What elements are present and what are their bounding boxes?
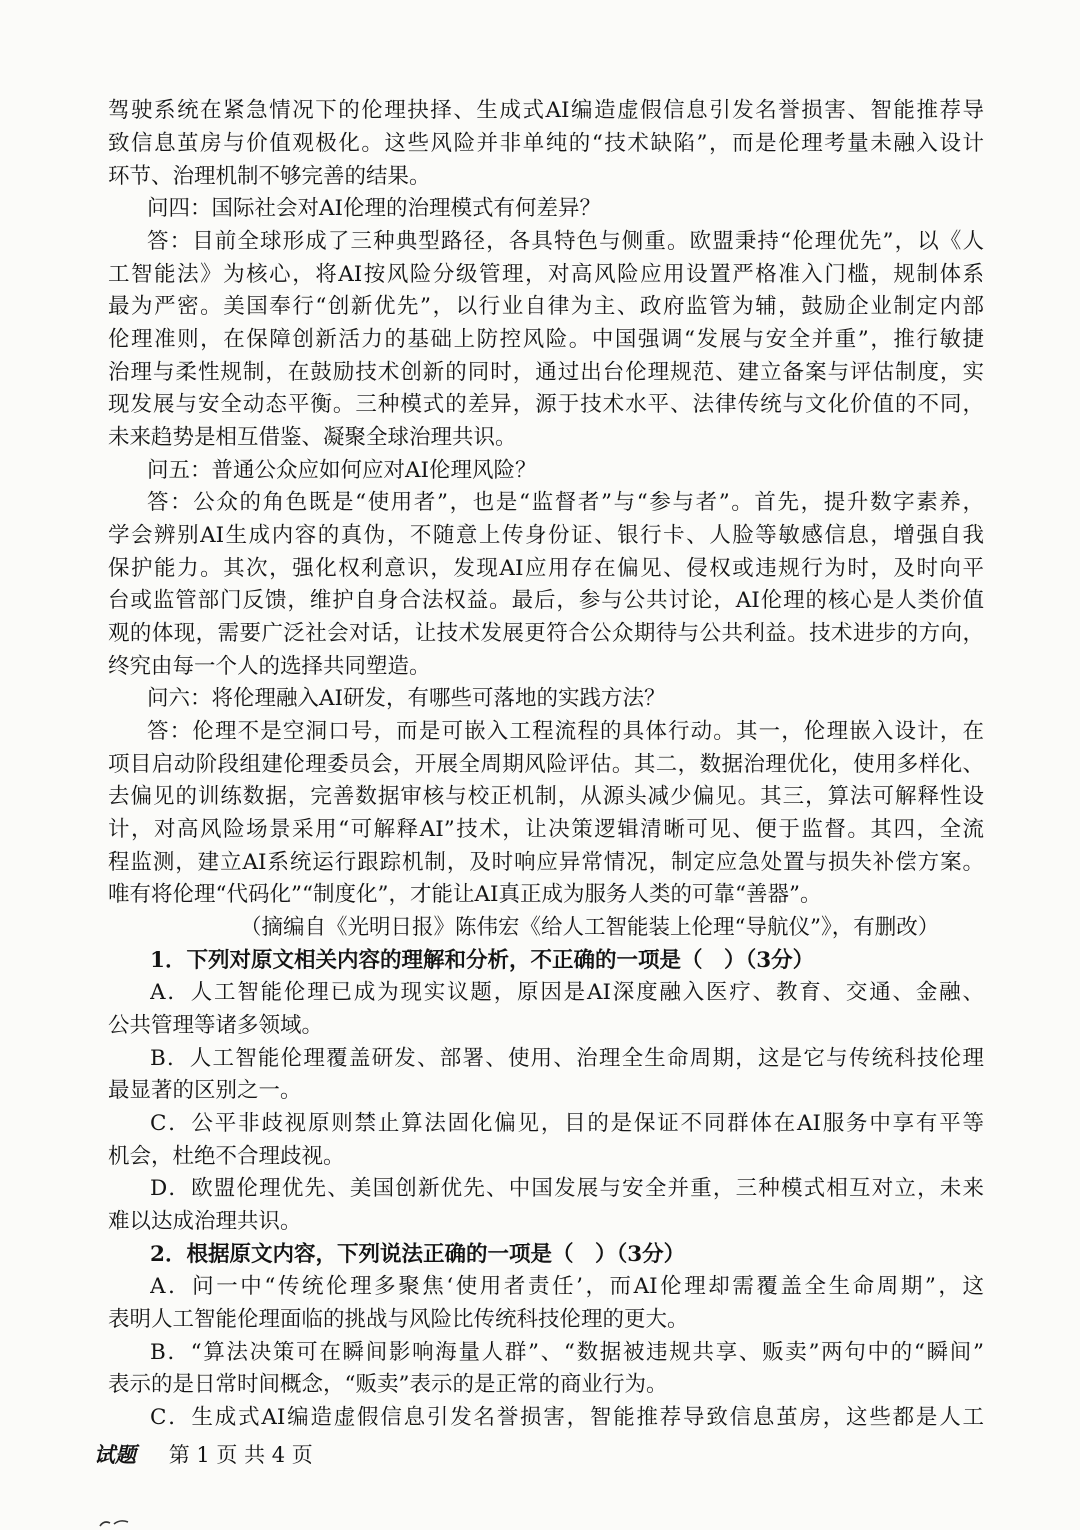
pen-mark-icon xyxy=(98,1517,138,1529)
page-number: 第 1 页 共 4 页 xyxy=(168,1443,313,1467)
question-heading: 问六：将伦理融入AI研发，有哪些可落地的实践方法？ xyxy=(147,686,666,711)
page-footer xyxy=(94,1440,313,1470)
text-line: 伦理准则，在保障创新活力的基础上防控风险。中国强调“发展与安全并重”，推行敏捷 xyxy=(108,327,984,352)
question-1: 1．下列对原文相关内容的理解和分析，不正确的一项是（ ）（3分） xyxy=(150,948,815,973)
option-2a: A．问一中“传统伦理多聚焦‘使用者责任’，而AI伦理却需覆盖全生命周期”，这 xyxy=(150,1274,984,1299)
option-1d: D．欧盟伦理优先、美国创新优先、中国发展与安全并重，三种模式相互对立，未来 xyxy=(150,1176,984,1201)
text-line: 最显著的区别之一。 xyxy=(108,1078,302,1103)
text-line: 难以达成治理共识。 xyxy=(108,1209,302,1234)
text-line: 环节、治理机制不够完善的结果。 xyxy=(108,164,431,189)
text-line: 保护能力。其次，强化权利意识，发现AI应用存在偏见、侵权或违规行为时，及时向平 xyxy=(108,556,984,581)
text-line: 工智能法》为核心，将AI按风险分级管理，对高风险应用设置严格准入门槛，规制体系 xyxy=(108,262,984,287)
text-line: 唯有将伦理“代码化”“制度化”，才能让AI真正成为服务人类的可靠“善器”。 xyxy=(108,882,822,907)
text-line: 表示的是日常时间概念，“贩卖”表示的是正常的商业行为。 xyxy=(108,1372,668,1397)
text-line: 治理与柔性规制，在鼓励技术创新的同时，通过出台伦理规范、建立备案与评估制度，实 xyxy=(108,360,984,385)
text-line: 表明人工智能伦理面临的挑战与风险比传统科技伦理的更大。 xyxy=(108,1307,689,1332)
text-line: 答：目前全球形成了三种典型路径，各具特色与侧重。欧盟秉持“伦理优先”，以《人 xyxy=(147,229,984,254)
text-line: 未来趋势是相互借鉴、凝聚全球治理共识。 xyxy=(108,425,517,450)
text-line: 终究由每一个人的选择共同塑造。 xyxy=(108,654,431,679)
text-line: 计，对高风险场景采用“可解释AI”技术，让决策逻辑清晰可见、便于监督。其四，全流 xyxy=(108,817,984,842)
footer-label: 试题 xyxy=(94,1442,136,1467)
text-line: 程监测，建立AI系统运行跟踪机制，及时响应异常情况，制定应急处置与损失补偿方案。 xyxy=(108,850,984,875)
question-heading: 问四：国际社会对AI伦理的治理模式有何差异？ xyxy=(147,196,602,221)
text-line: 学会辨别AI生成内容的真伪，不随意上传身份证、银行卡、人脸等敏感信息，增强自我 xyxy=(108,523,984,548)
text-line: 观的体现，需要广泛社会对话，让技术发展更符合公众期待与公共利益。技术进步的方向， xyxy=(108,621,984,646)
text-line: 台或监管部门反馈，维护自身合法权益。最后，参与公共讨论，AI伦理的核心是人类价值 xyxy=(108,588,984,613)
text-line: 最为严密。美国奉行“创新优先”，以行业自律为主、政府监管为辅，鼓励企业制定内部 xyxy=(108,294,984,319)
option-1c: C．公平非歧视原则禁止算法固化偏见，目的是保证不同群体在AI服务中享有平等 xyxy=(150,1111,984,1136)
option-2b: B．“算法决策可在瞬间影响海量人群”、“数据被违规共享、贩卖”两句中的“瞬间” xyxy=(150,1340,984,1365)
text-line: 公共管理等诸多领域。 xyxy=(108,1013,324,1038)
text-line: 答：公众的角色既是“使用者”，也是“监督者”与“参与者”。首先，提升数字素养， xyxy=(147,490,984,515)
text-line: 答：伦理不是空洞口号，而是可嵌入工程流程的具体行动。其一，伦理嵌入设计，在 xyxy=(147,719,984,744)
text-line: 去偏见的训练数据，完善数据审核与校正机制，从源头减少偏见。其三，算法可解释性设 xyxy=(108,784,984,809)
question-heading: 问五：普通公众应如何应对AI伦理风险？ xyxy=(147,458,537,483)
option-1a: A．人工智能伦理已成为现实议题，原因是AI深度融入医疗、教育、交通、金融、 xyxy=(150,980,984,1005)
option-1b: B．人工智能伦理覆盖研发、部署、使用、治理全生命周期，这是它与传统科技伦理 xyxy=(150,1046,984,1071)
text-line: 致信息茧房与价值观极化。这些风险并非单纯的“技术缺陷”，而是伦理考量未融入设计 xyxy=(108,131,984,156)
text-line: 现发展与安全动态平衡。三种模式的差异，源于技术水平、法律传统与文化价值的不同， xyxy=(108,392,984,417)
question-2: 2．根据原文内容，下列说法正确的一项是（ ）（3分） xyxy=(150,1242,686,1267)
text-line: 机会，杜绝不合理歧视。 xyxy=(108,1144,345,1169)
text-line: 项目启动阶段组建伦理委员会，开展全周期风险评估。其二，数据治理优化，使用多样化、 xyxy=(108,752,984,777)
text-line: 驾驶系统在紧急情况下的伦理抉择、生成式AI编造虚假信息引发名誉损害、智能推荐导 xyxy=(108,98,984,123)
source-citation: （摘编自《光明日报》陈伟宏《给人工智能装上伦理“导航仪”》，有删改） xyxy=(240,915,940,940)
option-2c: C．生成式AI编造虚假信息引发名誉损害，智能推荐导致信息茧房，这些都是人工 xyxy=(150,1405,984,1430)
